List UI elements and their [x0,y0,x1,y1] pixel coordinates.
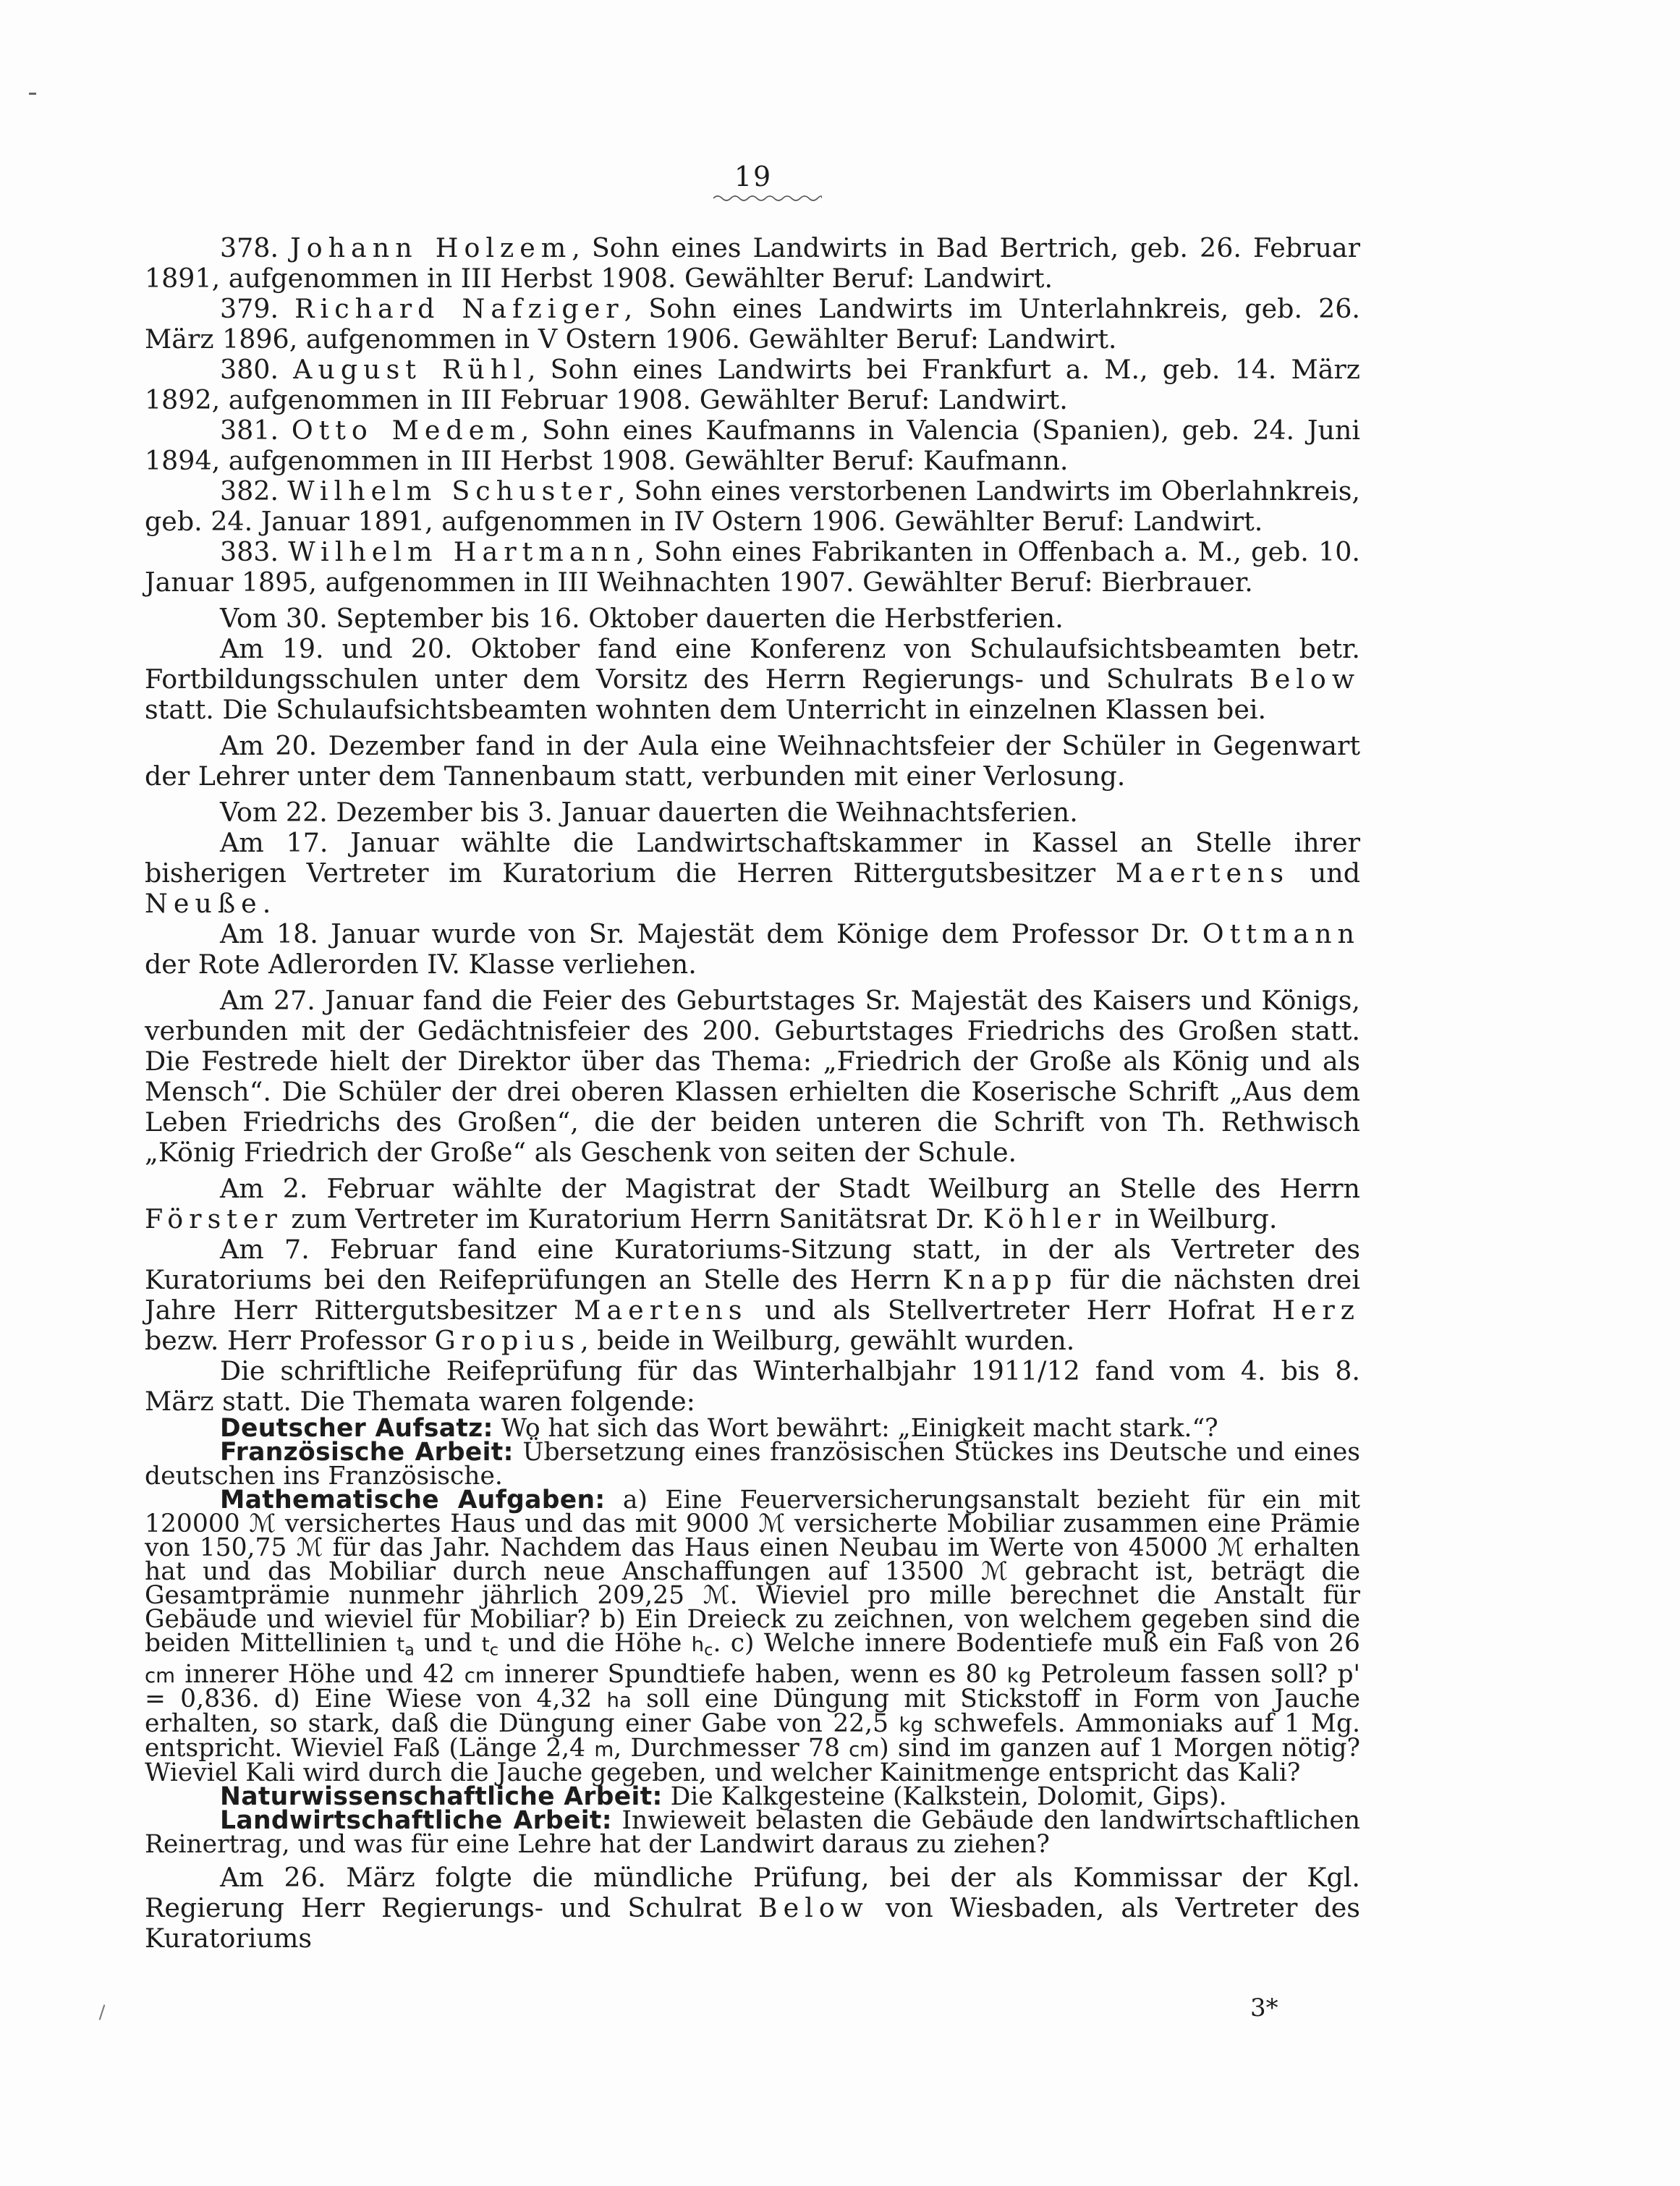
thema-landwirtschaft: Landwirtschaftliche Arbeit: Inwieweit belasten die Gebäude den landwirtschaftlichen Reinertrag, und was für eine Lehre hat der Landwirt daraus zu ziehen? [145,1805,1360,1859]
student-entry-383: 383. Wilhelm Hartmann, Sohn eines Fabrikanten in Offenbach a. M., geb. 10. Januar 1895, aufgenommen in III Weihnachten 1907. Gewählter Beruf: Bierbrauer. [145,536,1360,598]
student-name: Richard Nafziger [294,293,624,324]
page-number: 19 [734,161,773,192]
student-name: August Rühl [293,354,527,385]
scan-speck [29,93,36,95]
student-entry-380: 380. August Rühl, Sohn eines Landwirts bei Frankfurt a. M., geb. 14. März 1892, aufgenommen in III Februar 1908. Gewählter Beruf: Landwirt. [145,354,1360,415]
subject-label: Deutscher Aufsatz: [220,1414,493,1443]
chronicle-weihnachtsferien: Vom 22. Dezember bis 3. Januar dauerten die Weihnachtsferien. [220,797,1078,828]
chronicle-kuratoriums-sitzung: Am 7. Februar fand eine Kuratoriums-Sitzung statt, in der als Vertreter des Kuratoriums bei den Reifeprüfungen an Stelle des Herrn Knapp für die nächsten drei Jahre Herr Rittergutsbesitzer Maertens und als Stellvertreter Herr Hofrat Herz bezw. Herr Professor Gropius, beide in Weilburg, gewählt wurden. [145,1234,1360,1356]
page-body [145,233,1360,1954]
student-name: Johann Holzem [290,232,572,263]
chronicle-reifepruefung: Die schriftliche Reifeprüfung für das Winterhalbjahr 1911/12 fand vom 4. bis 8. März statt. Die Themata waren folgende: [145,1355,1360,1417]
thema-franzoesisch: Französische Arbeit: Übersetzung eines französischen Stückes ins Deutsche und eines deutschen ins Französische. [145,1438,1360,1491]
subject-label: Mathematische Aufgaben: [220,1486,606,1514]
chronicle-magistrat: Am 2. Februar wählte der Magistrat der Stadt Weilburg an Stelle des Herrn Förster zum Vertreter im Kuratorium Herrn Sanitätsrat Dr. Köhler in Weilburg. [145,1173,1360,1234]
thema-mathematik: Mathematische Aufgaben: a) Eine Feuerversicherungsanstalt bezieht für ein mit 120000 ℳ versichertes Haus und das mit 9000 ℳ versicherte Mobiliar zusammen eine Prämie von 150,75 ℳ für das Jahr. Nachdem das Haus einen Neubau im Werte von 45000 ℳ erhalten hat und das Mobiliar durch neue Anschaffungen auf 13500 ℳ gebracht ist, beträgt die Gesamtprämie nunmehr jährlich 209,25 ℳ. Wieviel pro mille berechnet die Anstalt für Gebäude und wieviel für Mobiliar? b) Ein Dreieck zu zeichnen, von welchem gegeben sind die beiden Mittellinien $t_a$ und $t_c$ und die Höhe $h_c$. c) Welche innere Bodentiefe muß ein Faß von 26 cm innerer Höhe und 42 cm innerer Spundtiefe haben, wenn es 80 kg Petroleum fassen soll? p' = 0,836. d) Eine Wiese von 4,32 ha soll eine Düngung mit Stickstoff in Form von Jauche erhalten, so stark, daß die Düngung einer Gabe von 22,5 kg schwefels. Ammoniaks auf 1 Mg. entspricht. Wieviel Faß (Länge 2,4 m, Durchmesser 78 cm) sind im ganzen auf 1 Morgen nötig? Wieviel Kali wird durch die Jauche gegeben, und welcher Kainitmenge entspricht das Kali? [145,1486,1361,1787]
subject-label: Landwirtschaftliche Arbeit: [220,1805,612,1835]
thema-deutsch: Deutscher Aufsatz: Wo hat sich das Wort bewährt: „Einigkeit macht stark.“? [220,1414,1218,1443]
subject-label: Französische Arbeit: [220,1438,514,1467]
signature-mark: 3* [1250,1994,1278,2022]
chronicle-kaisergeburtstag: Am 27. Januar fand die Feier des Geburtstages Sr. Majestät des Kaisers und Königs, verbunden mit der Gedächtnisfeier des 200. Geburtstages Friedrichs des Großen statt. Die Festrede hielt der Direktor über das Thema: „Friedrich der Große als König und als Mensch“. Die Schüler der drei oberen Klassen erhielten die Koserische Schrift „Aus dem Leben Friedrichs des Großen“, die der beiden unteren die Schrift von Th. Rethwisch „König Friedrich der Große“ als Geschenk von seiten der Schule. [145,985,1360,1168]
subject-label: Naturwissenschaftliche Arbeit: [220,1782,663,1811]
student-name: Wilhelm Hartmann [288,536,637,567]
chronicle-landwirtschaftskammer: Am 17. Januar wählte die Landwirtschaftskammer in Kassel an Stelle ihrer bisherigen Vertreter im Kuratorium die Herren Rittergutsbesitzer Maertens und Neuße. [145,827,1360,919]
scan-mark [99,2004,106,2020]
wavy-rule-ornament [713,194,822,203]
chronicle-weihnachtsfeier: Am 20. Dezember fand in der Aula eine Weihnachtsfeier der Schüler in Gegenwart der Lehrer unter dem Tannenbaum statt, verbunden mit einer Verlosung. [145,730,1360,792]
student-entry-381: 381. Otto Medem, Sohn eines Kaufmanns in Valencia (Spanien), geb. 24. Juni 1894, aufgenommen in III Herbst 1908. Gewählter Beruf: Kaufmann. [145,415,1360,476]
student-name: Wilhelm Schuster [287,475,617,507]
student-entry-382: 382. Wilhelm Schuster, Sohn eines verstorbenen Landwirts im Oberlahnkreis, geb. 24. Januar 1891, aufgenommen in IV Ostern 1906. Gewählter Beruf: Landwirt. [145,475,1360,537]
chronicle-konferenz: Am 19. und 20. Oktober fand eine Konferenz von Schulaufsichtsbeamten betr. Fortbildungsschulen unter dem Vorsitz des Herrn Regierungs- und Schulrats Below statt. Die Schulaufsichtsbeamten wohnten dem Unterricht in einzelnen Klassen bei. [145,633,1360,725]
student-name: Otto Medem [291,415,521,446]
chronicle-herbstferien: Vom 30. September bis 16. Oktober dauerten die Herbstferien. [220,603,1064,634]
student-entry-378: 378. Johann Holzem, Sohn eines Landwirts in Bad Bertrich, geb. 26. Februar 1891, aufgenommen in III Herbst 1908. Gewählter Beruf: Landwirt. [145,232,1360,294]
chronicle-muendliche-pruefung: Am 26. März folgte die mündliche Prüfung, bei der als Kommissar der Kgl. Regierung Herr Regierungs- und Schulrat Below von Wiesbaden, als Vertreter des Kuratoriums [145,1861,1360,1954]
student-entry-379: 379. Richard Nafziger, Sohn eines Landwirts im Unterlahnkreis, geb. 26. März 1896, aufgenommen in V Ostern 1906. Gewählter Beruf: Landwirt. [145,293,1360,355]
chronicle-adlerorden: Am 18. Januar wurde von Sr. Majestät dem Könige dem Professor Dr. Ottmann der Rote Adlerorden IV. Klasse verliehen. [145,918,1360,980]
thema-naturwissenschaft: Naturwissenschaftliche Arbeit: Die Kalkgesteine (Kalkstein, Dolomit, Gips). [220,1782,1227,1811]
